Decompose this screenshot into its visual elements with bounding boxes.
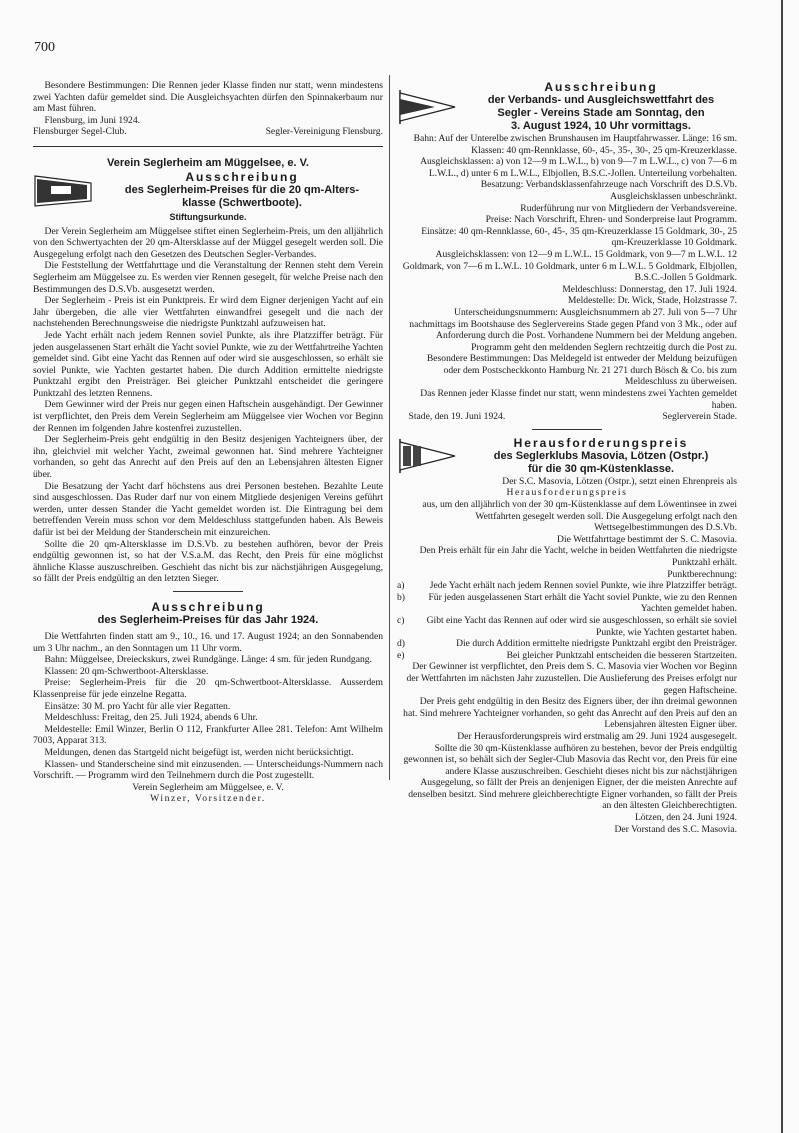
column-divider xyxy=(389,75,390,780)
list-item: b) Für jeden ausgelassenen Start erhält die Yacht soviel Punkte, wie zu den Rennen Yachten gemeldet haben. xyxy=(397,591,737,615)
body-paragraph: Die Feststellung der Wettfahrttage und die Veranstaltung der Rennen steht dem Verein Seglerheim am Müggelsee zu. Es werden vier Rennen gesegelt, für welche Preise nach den Bestimmungen des D.S.Vb. ausgesetzt werden. xyxy=(33,260,383,295)
intro-signatures xyxy=(33,126,383,138)
section-divider xyxy=(33,146,383,147)
page-edge-rule xyxy=(781,0,783,1133)
body-paragraph: Preise: Nach Vorschrift, Ehren- und Sonderpreise laut Programm. xyxy=(485,214,737,226)
stade-signatures xyxy=(397,411,737,423)
list-item: a) Jede Yacht erhält nach jedem Rennen soviel Punkte, wie ihre Platzziffer beträgt. xyxy=(397,580,737,592)
masovia-date: Lötzen, den 24. Juni 1924. xyxy=(634,812,737,824)
body-paragraph: Sollte die 30 qm-Küstenklasse aufhören zu bestehen, bevor der Preis endgültig gewonnen ist, so behält sich der Segler-Club Masovia das Recht vor, den Preis für eine andere Klasse auszuschreiben. Geschieht dieses nicht bis zur nächstjährigen Ausgegelung, so fällt der Preis an denjenigen Eigner, der die meisten Anrechte auf denselben besitzt. Sind mehrere gleichberechtigte Eigner vorhanden, so fällt der Preis an den ältesten Gleichberechtigten. xyxy=(403,742,737,812)
body-paragraph: Bahn: Müggelsee, Dreieckskurs, zwei Rundgänge. Länge: 4 sm. für jeden Rundgang. xyxy=(44,654,372,666)
body-centered: Herausforderungspreis xyxy=(506,487,628,499)
body-paragraph: Sollte die 20 qm-Altersklasse im D.S.Vb. zu bestehen aufhören, bevor der Preis endgültig gewonnen ist, so hat der V.S.a.M. das Recht, den Preis für eine möglichst ähnliche Klasse auszuschreiben. Geschieht das nicht bis zur nächstjährigen Ausgegelung, so fällt der Preis endgültig an den letzten Sieger. xyxy=(33,538,383,585)
verein-title: Verein Seglerheim am Müggelsee, e. V. xyxy=(107,156,309,169)
stade-title: Ausschreibung xyxy=(544,80,658,94)
masovia-burgee-icon xyxy=(397,439,457,473)
signature-club: Verein Seglerheim am Müggelsee, e. V. xyxy=(132,781,284,793)
aus2-title: Ausschreibung xyxy=(151,599,265,614)
masovia-title: Herausforderungspreis xyxy=(513,435,689,450)
list-item-text: Bei gleicher Punktzahl entscheiden die besseren Startzeiten. xyxy=(506,649,737,661)
body-paragraph: Der S.C. Masovia, Lötzen (Ostpr.), setzt einen Ehrenpreis als xyxy=(502,475,737,487)
section-divider xyxy=(532,429,602,430)
right-column xyxy=(397,80,737,835)
signature-name: Winzer, Vorsitzender. xyxy=(150,793,266,805)
body-paragraph: Ausgleichsklassen: a) von 12—9 m L.W.L., b) von 9—7 m L.W.L., c) von 7—6 m L.W.L., d) unter 6 m L.W.L., Elbjollen, B.S.C.-Jollen. Unterteilung vorbehalten. xyxy=(420,156,737,179)
body-paragraph: Punktberechnung: xyxy=(667,568,737,580)
body-paragraph: Meldestelle: Dr. Wick, Stade, Holzstrasse 7. xyxy=(567,295,737,307)
body-paragraph: Die Besatzung der Yacht darf höchstens aus drei Personen bestehen. Bezahlte Leute sind ausgeschlossen. Das Ruder darf nur von einem Mitgliede desjenigen Vereins geführt werden, unter dessen Stander die Yacht gemeldet worden ist. Die Eintragung bei dem betreffenden Verein muss schon vor dem Meldeschluss stattgefunden haben. Als Beweis dafür ist bei der Meldung der Standerschein mit einzureichen. xyxy=(33,480,383,538)
body-paragraph: Die Wettfahrten finden statt am 9., 10., 16. und 17. August 1924; an den Sonnabenden um 3 Uhr nachm., an den Sonntagen um 11 Uhr vorm. xyxy=(33,630,383,654)
body-paragraph: aus, um den alljährlich von der 30 qm-Küstenklasse auf dem Löwentinsee in zwei Wettfahrten gesegelt werden soll. Die Ausgegelung erfolgt nach den Wettsegelbestimmungen des D.S.Vb. xyxy=(422,499,737,534)
aus-stade-header xyxy=(397,80,737,133)
aus1-subtitle-1: des Seglerheim-Preises für die 20 qm-Alters- xyxy=(124,183,360,196)
aus1-header xyxy=(33,170,383,210)
body-paragraph: Der Preis geht endgültig in den Besitz des Eigners über, der ihn dreimal gewonnen hat. Sind mehrere Yachteigner vorhanden, so geht das Anrecht auf den Preis auf den an Lebensjahren ältesten Eigner über. xyxy=(403,696,737,731)
body-paragraph: Ruderführung nur von Mitgliedern der Verbandsvereine. xyxy=(520,202,737,214)
list-item: e) Bei gleicher Punktzahl entscheiden die besseren Startzeiten. xyxy=(397,649,737,661)
list-item-text: Für jeden ausgelassenen Start erhält die Yacht soviel Punkte, wie zu den Rennen Yachten gemeldet haben. xyxy=(428,591,737,615)
body-paragraph: Der Gewinner ist verpflichtet, den Preis dem S. C. Masovia vier Wochen vor Beginn der Wettfahrten im nächsten Jahr zuzustellen. Die Auslieferung des Preises erfolgt nur gegen Haftscheine. xyxy=(406,661,737,696)
body-paragraph: Unterscheidungsnummern: Ausgleichsnummern ab 27. Juli von 5—7 Uhr nachmittags im Bootshause des Seglervereins Stade gegen Pfand von 3 Mk., oder auf Anforderung durch die Post. Vorhandene Nummern bei der Meldung angeben. xyxy=(409,306,737,342)
stade-signature: Seglerverein Stade. xyxy=(662,411,737,423)
aus1-title: Ausschreibung xyxy=(185,169,299,184)
body-paragraph: Der Seglerheim-Preis geht endgültig in den Besitz desjenigen Yachteigners über, der ihn, gleichviel mit welcher Yacht, zweimal gewonnen hat. Sind mehrere Yachteigner vorhanden, so geht das Anrecht auf den Preis auf den an Lebensjahren ältesten Eigner über. xyxy=(33,434,383,481)
intro-signature-right: Segler-Vereinigung Flensburg. xyxy=(265,126,383,138)
body-paragraph: Besondere Bestimmungen: Das Meldegeld ist entweder der Meldung beizufügen oder dem Postscheckkonto Hamburg Nr. 21 271 durch Bösch & Co. bis zum Meldeschluss zu überweisen. xyxy=(426,353,737,388)
body-paragraph: Die Wettfahrttage bestimmt der S. C. Masovia. xyxy=(557,533,737,545)
body-paragraph: Einsätze: 40 qm-Rennklasse, 60-, 45-, 35 qm-Kreuzerklasse 15 Goldmark, 30-, 25 qm-Kreuzerklasse 10 Goldmark. xyxy=(421,225,737,249)
intro-signature-left: Flensburger Segel-Club. xyxy=(33,126,127,138)
intro-paragraph: Besondere Bestimmungen: Die Rennen jeder Klasse finden nur statt, wenn mindestens zwei Yachten dafür gemeldet sind. Die Ausgleichsyachten dürfen den Spinnakerbaum nur am Mast führen. xyxy=(33,80,383,115)
left-column xyxy=(33,80,383,805)
club-burgee-icon xyxy=(33,173,93,207)
list-item: c) Gibt eine Yacht das Rennen auf oder wird sie ausgeschlossen, so erhält sie soviel Punkte, wie Yachten gestartet haben. xyxy=(397,614,737,638)
body-paragraph: Bahn: Auf der Unterelbe zwischen Brunshausen im Hauptfahrwasser. Länge: 16 sm. xyxy=(413,133,737,144)
body-paragraph: Meldeschluss: Freitag, den 25. Juli 1924, abends 6 Uhr. xyxy=(44,712,258,724)
stade-subtitle-1: der Verbands- und Ausgleichswettfahrt des xyxy=(487,94,715,106)
section-divider xyxy=(173,591,243,592)
page-number: 700 xyxy=(34,40,55,55)
stade-burgee-icon xyxy=(397,90,457,124)
aus2-subtitle: des Seglerheim-Preises für das Jahr 1924. xyxy=(97,613,319,626)
body-paragraph: Ausgleichsklassen: von 12—9 m L.W.L. 15 Goldmark, von 9—7 m L.W.L. 12 Goldmark, von 7—6 m L.W.L. 10 Goldmark, unter 6 m L.W.L. 5 Goldmark, Elbjollen, B.S.C.-Jollen 5 Goldmark. xyxy=(402,248,737,284)
list-item: d) Die durch Addition ermittelte niedrigste Punktzahl ergibt den Preisträger. xyxy=(397,638,737,650)
stade-date: Stade, den 19. Juni 1924. xyxy=(408,411,506,423)
masovia-subtitle-2: für die 30 qm-Küstenklasse. xyxy=(527,462,675,475)
body-paragraph: Den Preis erhält für ein Jahr die Yacht, welche in beiden Wettfahrten die niedrigste Punktzahl erhält. xyxy=(419,545,737,568)
aus1-subtitle-2: klasse (Schwertboote). xyxy=(182,196,302,209)
list-item-text: Jede Yacht erhält nach jedem Rennen soviel Punkte, wie ihre Platzziffer beträgt. xyxy=(429,580,737,592)
body-paragraph: Der Verein Seglerheim am Müggelsee stiftet einen Seglerheim-Preis, um den alljährlich von den Schwertyachten der 20 qm-Altersklasse auf der Müggel gesegelt werden soll. Die Ausgegelung erfolgt nach den Gesetzen des Deutschen Segler-Verbandes. xyxy=(33,225,383,260)
body-paragraph: Preise: Seglerheim-Preis für die 20 qm-Schwertboot-Altersklasse. Ausserdem Klassenpreise für jede einzelne Regatta. xyxy=(33,677,383,700)
body-paragraph: Dem Gewinner wird der Preis nur gegen einen Haftschein ausgehändigt. Der Gewinner ist verpflichtet, den Preis dem Verein Seglerheim am Müggelsee vier Wochen vor Beginn der Rennen im folgenden Jahre kostenfrei zuzustellen. xyxy=(33,399,383,434)
list-item-text: Die durch Addition ermittelte niedrigste Punktzahl ergibt den Preisträger. xyxy=(456,638,737,650)
stiftung-heading: Stiftungsurkunde. xyxy=(169,211,247,222)
body-paragraph: Der Herausforderungspreis wird erstmalig am 29. Juni 1924 ausgesegelt. xyxy=(457,730,737,742)
body-paragraph: Einsätze: 30 M. pro Yacht für alle vier Regatten. xyxy=(44,700,231,712)
body-paragraph: Besatzung: Verbandsklassenfahrzeuge nach Vorschrift des D.S.Vb. Ausgleichsklassen unbeschränkt. xyxy=(480,179,737,202)
body-paragraph: Programm geht den meldenden Seglern rechtzeitig durch die Post zu. xyxy=(471,341,737,353)
intro-date: Flensburg, im Juni 1924. xyxy=(44,114,141,126)
stade-subtitle-2: Segler - Vereins Stade am Sonntag, den xyxy=(497,107,705,119)
masovia-header xyxy=(397,436,737,476)
stade-subtitle-3: 3. August 1924, 10 Uhr vormittags. xyxy=(511,120,691,132)
body-paragraph: Klassen: 20 qm-Schwertboot-Altersklasse. xyxy=(44,665,209,677)
masovia-subtitle-1: des Seglerklubs Masovia, Lötzen (Ostpr.) xyxy=(493,449,709,462)
body-paragraph: Klassen: 40 qm-Rennklasse, 60-, 45-, 35-, 30-, 25 qm-Kreuzerklasse. xyxy=(471,144,737,156)
body-paragraph: Meldeschluss: Donnerstag, den 17. Juli 1924. xyxy=(562,283,737,295)
body-paragraph: Das Rennen jeder Klasse findet nur statt, wenn mindestens zwei Yachten gemeldet haben. xyxy=(420,388,737,411)
masovia-signature: Der Vorstand des S.C. Masovia. xyxy=(614,823,737,835)
body-paragraph: Jede Yacht erhält nach jedem Rennen soviel Punkte, als ihre Platzziffer beträgt. Für jeden ausgelassenen Start erhält die Yacht soviel Punkte, wie zu der Wettfahrtreihe Yachten gemeldet sind. Gibt eine Yacht das Rennen auf oder wird sie ausgeschlossen, so erhält sie soviel Punkte, wie Yachten gestartet haben. Die durch Addition ermittelte niedrigste Punktzahl ergibt den Preisträger. Bei gleicher Punktzahl entscheidet die geringere Punktzahl des letzten Rennens. xyxy=(33,329,383,399)
body-paragraph: Der Seglerheim - Preis ist ein Punktpreis. Er wird dem Eigner derjenigen Yacht auf ein Jahr übergeben, die alle vier Wettfahrten einwandfrei gesegelt und die nach der nachstehenden Berechnungsweise die niedrigste Punktzahl aufzuweisen hat. xyxy=(33,295,383,330)
body-paragraph: Meldestelle: Emil Winzer, Berlin O 112, Frankfurter Allee 281. Telefon: Amt Wilhelm 7003, Apparat 313. xyxy=(33,723,383,747)
list-item-text: Gibt eine Yacht das Rennen auf oder wird sie ausgeschlossen, so erhält sie soviel Punkte, wie Yachten gestartet haben. xyxy=(426,614,737,638)
body-paragraph: Meldungen, denen das Startgeld nicht beigefügt ist, werden nicht berücksichtigt. xyxy=(44,746,354,758)
body-paragraph: Klassen- und Standerscheine sind mit einzusenden. — Unterscheidungs-Nummern nach Vorschrift. — Programm wird den Teilnehmern durch die Post zugestellt. xyxy=(33,758,383,782)
